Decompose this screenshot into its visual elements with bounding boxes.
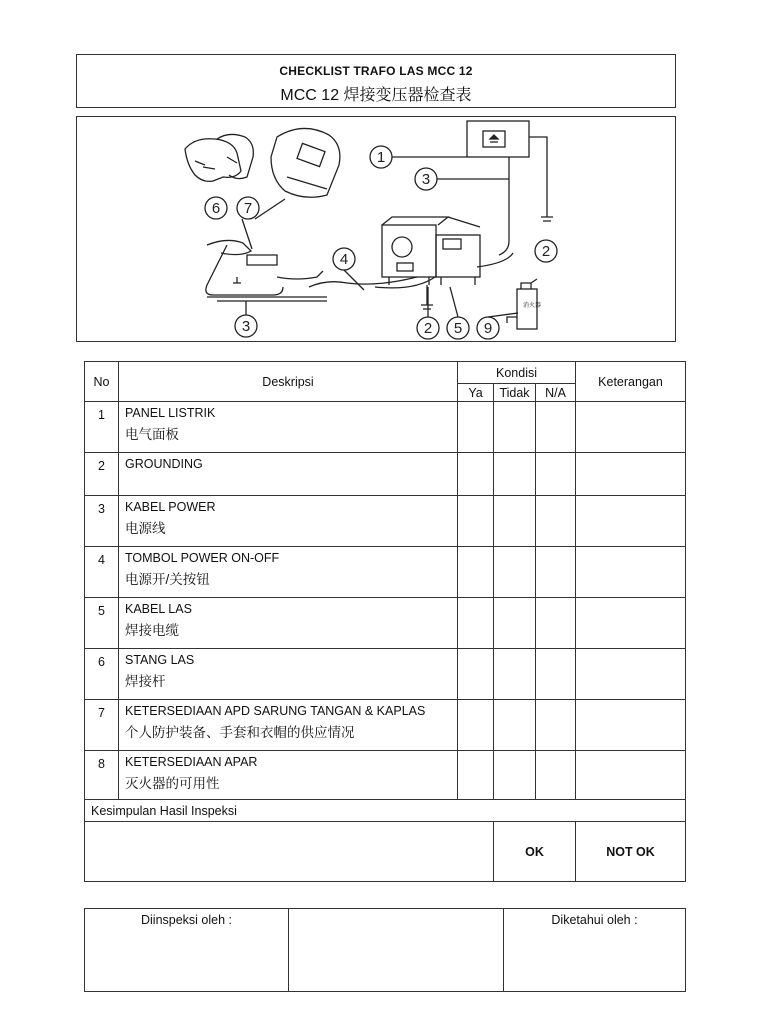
signature-table [84, 908, 686, 992]
checkbox-na[interactable] [536, 751, 576, 800]
keterangan-cell[interactable] [576, 547, 686, 598]
header-no: No [85, 362, 119, 402]
checkbox-tidak[interactable] [494, 751, 536, 800]
table-row: 1 PANEL LISTRIK 电气面板 [85, 402, 686, 453]
checkbox-na[interactable] [536, 453, 576, 496]
title-english: CHECKLIST TRAFO LAS MCC 12 [279, 64, 473, 78]
conclusion-notes-cell[interactable] [85, 822, 494, 882]
not-ok-option[interactable]: NOT OK [576, 822, 686, 882]
table-row: 2 GROUNDING [85, 453, 686, 496]
checkbox-ya[interactable] [458, 453, 494, 496]
callout-3: 3 [421, 171, 431, 188]
keterangan-cell[interactable] [576, 402, 686, 453]
checkbox-tidak[interactable] [494, 547, 536, 598]
table-row: 3 KABEL POWER 电源线 [85, 496, 686, 547]
checkbox-na[interactable] [536, 649, 576, 700]
title-chinese: MCC 12 焊接变压器检查表 [280, 87, 472, 104]
table-row: 6 STANG LAS 焊接杆 [85, 649, 686, 700]
header-ya: Ya [458, 384, 494, 402]
checkbox-tidak[interactable] [494, 700, 536, 751]
checkbox-tidak[interactable] [494, 496, 536, 547]
callout-9: 9 [483, 320, 493, 337]
keterangan-cell[interactable] [576, 453, 686, 496]
keterangan-cell[interactable] [576, 598, 686, 649]
checkbox-ya[interactable] [458, 649, 494, 700]
checkbox-na[interactable] [536, 496, 576, 547]
checklist-table [84, 361, 686, 882]
checkbox-na[interactable] [536, 547, 576, 598]
callout-4: 4 [339, 251, 349, 268]
diagram-illustration [77, 117, 677, 343]
ok-option[interactable]: OK [494, 822, 576, 882]
checkbox-na[interactable] [536, 598, 576, 649]
checkbox-ya[interactable] [458, 547, 494, 598]
header-deskripsi: Deskripsi [119, 362, 458, 402]
keterangan-cell[interactable] [576, 649, 686, 700]
checkbox-ya[interactable] [458, 496, 494, 547]
header-kondisi: Kondisi [458, 362, 576, 384]
title-box [76, 54, 676, 108]
signature-area[interactable] [289, 909, 504, 992]
header-keterangan: Keterangan [576, 362, 686, 402]
checkbox-tidak[interactable] [494, 598, 536, 649]
checkbox-ya[interactable] [458, 402, 494, 453]
keterangan-cell[interactable] [576, 751, 686, 800]
fire-extinguisher-icon [517, 289, 537, 329]
table-row: 8 KETERSEDIAAN APAR 灭火器的可用性 [85, 751, 686, 800]
callout-2: 2 [541, 243, 551, 260]
checkbox-ya[interactable] [458, 700, 494, 751]
callout-5: 5 [453, 320, 463, 337]
header-na: N/A [536, 384, 576, 402]
checkbox-tidak[interactable] [494, 453, 536, 496]
checkbox-tidak[interactable] [494, 649, 536, 700]
callout-2b: 2 [423, 320, 433, 337]
keterangan-cell[interactable] [576, 700, 686, 751]
inspected-by-label: Diinspeksi oleh : [85, 909, 289, 992]
extinguisher-label: 消火器 [523, 303, 542, 309]
welding-transformer-icon [382, 225, 436, 277]
table-row: 5 KABEL LAS 焊接电缆 [85, 598, 686, 649]
checkbox-na[interactable] [536, 700, 576, 751]
callout-7: 7 [243, 200, 253, 217]
header-tidak: Tidak [494, 384, 536, 402]
table-row: 4 TOMBOL POWER ON-OFF 电源开/关按钮 [85, 547, 686, 598]
conclusion-label: Kesimpulan Hasil Inspeksi [85, 800, 686, 822]
welding-setup-diagram [76, 116, 676, 342]
checkbox-ya[interactable] [458, 751, 494, 800]
checkbox-ya[interactable] [458, 598, 494, 649]
checkbox-tidak[interactable] [494, 402, 536, 453]
welding-helmet-icon [271, 128, 340, 197]
callout-6: 6 [211, 200, 221, 217]
callout-1: 1 [376, 149, 386, 166]
callout-3b: 3 [241, 318, 251, 335]
acknowledged-by-label: Diketahui oleh : [504, 909, 686, 992]
checkbox-na[interactable] [536, 402, 576, 453]
welding-holder-icon [207, 240, 251, 254]
keterangan-cell[interactable] [576, 496, 686, 547]
table-row: 7 KETERSEDIAAN APD SARUNG TANGAN & KAPLAS 个人防护装备、手套和衣帽的供应情况 [85, 700, 686, 751]
